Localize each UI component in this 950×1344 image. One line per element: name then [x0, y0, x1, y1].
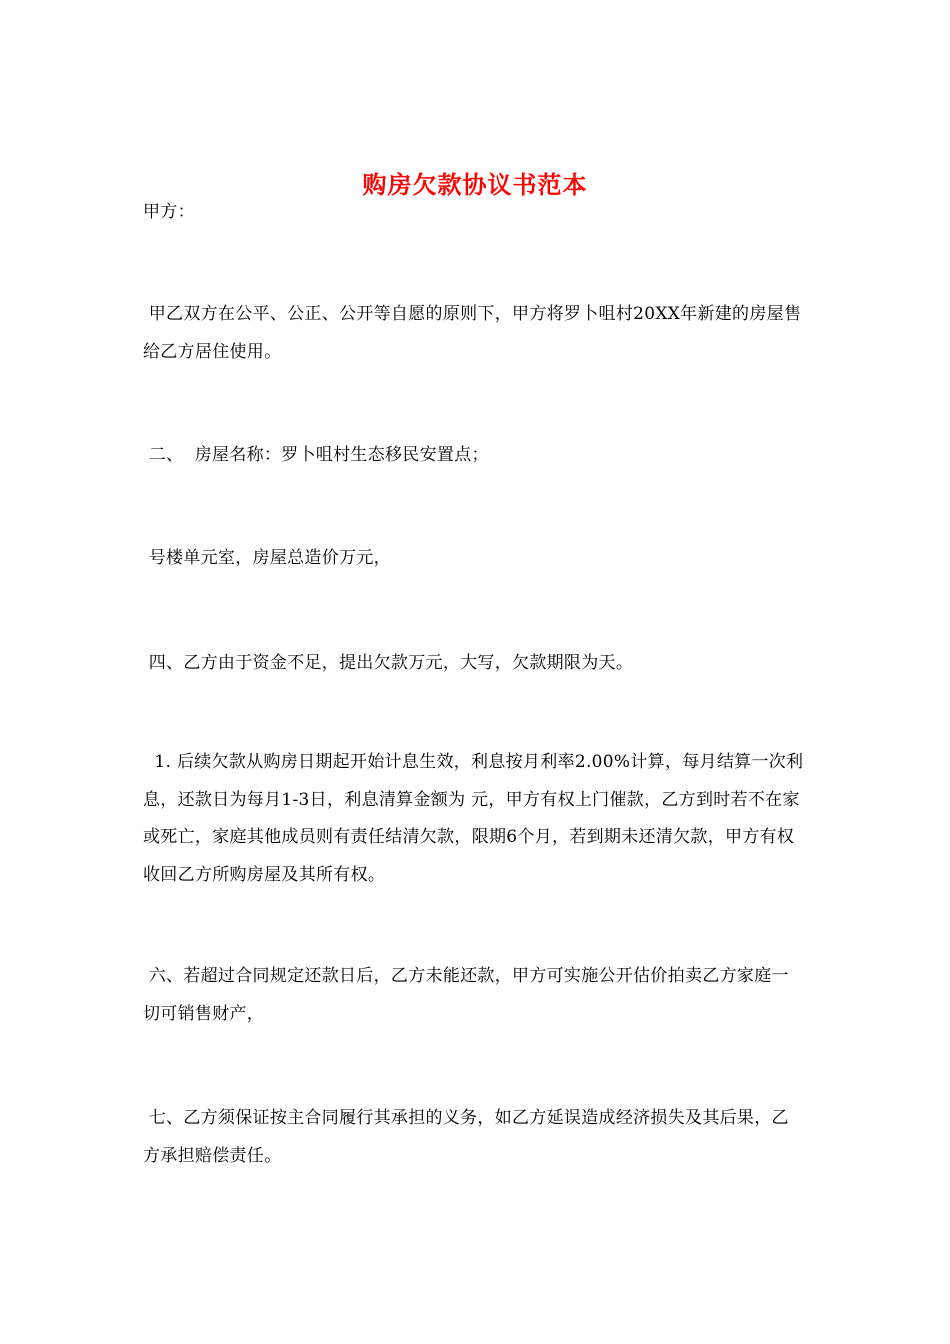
paragraph-house-unit: 号楼单元室，房屋总造价万元，: [143, 548, 391, 568]
paragraph-house-name: 二、 房屋名称：罗卜咀村生态移民安置点；: [143, 445, 489, 465]
document-title: 购房欠款协议书范本: [362, 170, 588, 200]
paragraph-overdue-auction: 六、若超过合同规定还款日后，乙方未能还款，甲方可实施公开估价拍卖乙方家庭一切可销售财产，: [143, 966, 789, 1024]
paragraph-intro: 甲乙双方在公平、公正、公开等自愿的原则下，甲方将罗卜咀村20XX年新建的房屋售给乙方居住使用。: [143, 304, 802, 362]
paragraph-interest-terms: 1. 后续欠款从购房日期起开始计息生效，利息按月利率2.00%计算，每月结算一次利息，还款日为每月1-3日，利息清算金额为 元，甲方有权上门催款，乙方到时若不在家或死亡，家庭其他成员则有责任结清欠款，限期6个月，若到期未还清欠款，甲方有权收回乙方所购房屋及其所有权。: [143, 752, 804, 885]
paragraph-debt-amount: 四、乙方由于资金不足，提出欠款万元，大写，欠款期限为天。: [143, 653, 634, 673]
paragraph-obligation: 七、乙方须保证按主合同履行其承担的义务，如乙方延误造成经济损失及其后果，乙方承担赔偿责任。: [143, 1108, 789, 1166]
party-a-label: 甲方：: [143, 202, 195, 222]
